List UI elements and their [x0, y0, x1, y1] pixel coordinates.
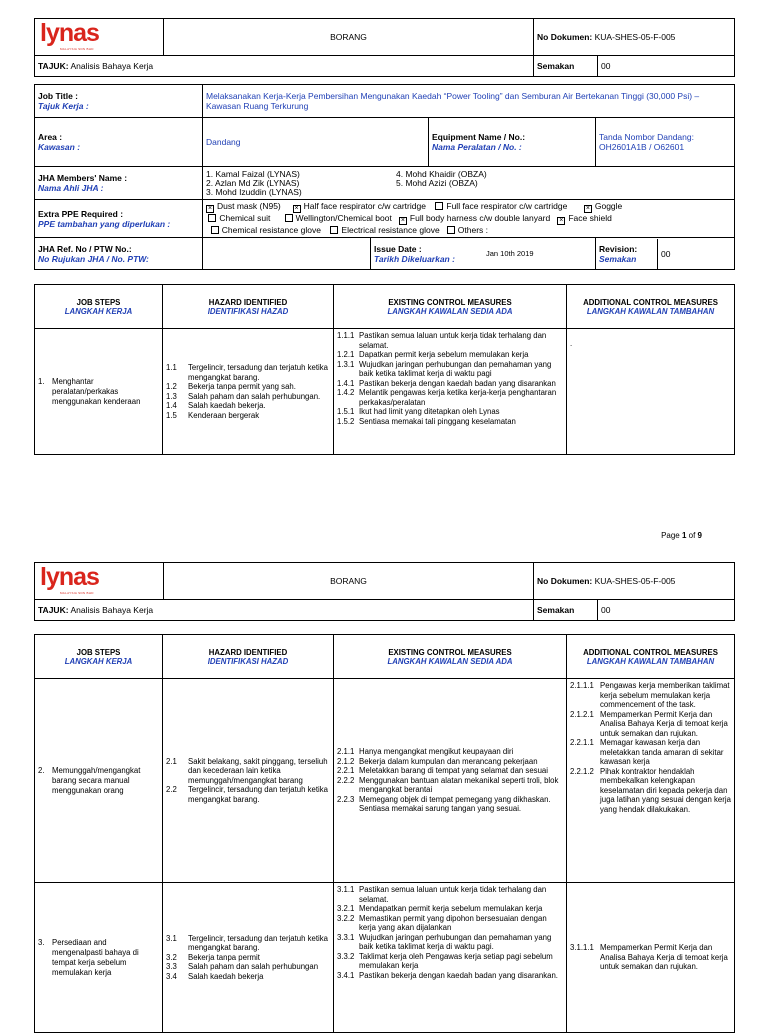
ppe-harness[interactable]: × Full body harness c/w double lanyard — [400, 213, 551, 225]
logo-cell — [35, 563, 164, 600]
ref-value — [203, 238, 371, 270]
ppe-boot[interactable]: Wellington/Chemical boot — [285, 213, 392, 223]
revision-label: Semakan — [534, 600, 598, 621]
equipment-label: Equipment Name / No.: Nama Peralatan / No. : — [429, 118, 596, 167]
step-2-hazards: 2.1 Sakit belakang, sakit pinggang, terseliuh dan kecederaan lain ketika memunggah/mengangkat barang 2.2 Tergelincir, tersadung dan terjatuh ketika mengangkat barang. — [163, 679, 334, 883]
step-1-controls: 1.1.1 Pastikan semua laluan untuk kerja tidak terhalang dan selamat. 1.2.1 Dapatkan permit kerja sebelum memulakan kerja 1.3.1 Wujudkan jaringan perhubungan dan pemahaman yang baik ketika taklimat kerja di waktu pagi 1.4.1 Pastikan bekerja dengan kaedah badan yang disarankan 1.4.2 Melantik pengawas kerja ketika kerja-kerja penghantaran perkakas/peralatan 1.5.1 Ikut had limit yang ditetapkan oleh Lynas 1.5.2 Sentiasa memakai tali pinggang keselamatan — [334, 329, 567, 455]
step-2-controls: 2.1.1 Hanya mengangkat mengikut keupayaan diri 2.1.2 Bekerja dalam kumpulan dan merancang pekerjaan 2.2.1 Meletakkan barang di tempat yang selamat dan sesuai 2.2.2 Menggunakan bantuan alatan mekanikal seperti troli, blok mengangkat berantai 2.2.3 Memegang objek di tempat pemegang yang dikhaskan. Sentiasa memakai sarung tangan yang sesuai. — [334, 679, 567, 883]
members-label: JHA Members' Name : Nama Ahli JHA : — [35, 167, 203, 200]
col-additional: ADDITIONAL CONTROL MEASURES LANGKAH KAWALAN TAMBAHAN — [567, 635, 735, 679]
ppe-checklist — [203, 200, 735, 238]
step-1-additional: . — [567, 329, 735, 455]
job-info-table — [34, 84, 735, 270]
ppe-chem-glove[interactable]: Chemical resistance glove — [211, 225, 321, 235]
step-1: 1. Menghantar peralatan/perkakas menggunakan kenderaan — [35, 329, 163, 455]
form-type: BORANG — [164, 19, 534, 56]
revision-value: 00 — [598, 56, 735, 77]
ppe-half[interactable]: × Half face respirator c/w cartridge — [294, 201, 426, 213]
col-steps: JOB STEPS LANGKAH KERJA — [35, 635, 163, 679]
table-row — [35, 679, 735, 883]
ppe-shield[interactable]: × Face shield — [559, 213, 612, 225]
area-value: Dandang — [203, 118, 429, 167]
doc-title: TAJUK: Analisis Bahaya Kerja — [35, 600, 534, 621]
job-title-label: Job Title : Tajuk Kerja : — [35, 85, 203, 118]
steps-table-1 — [34, 284, 735, 455]
ppe-goggle[interactable]: × Goggle — [585, 201, 623, 213]
ppe-elec-glove[interactable]: Electrical resistance glove — [330, 225, 439, 235]
step-2-additional: 2.1.1.1 Pengawas kerja memberikan taklimat kerja sebelum memulakan kerja commencement of the task. 2.1.2.1 Mempamerkan Permit Kerja dan Analisa Bahaya Kerja di temoat kerja untuk semakan dan rujukan. 2.2.1.1 Memagar kawasan kerja dan meletakkan tanda amaran di sekitar kawasan kerja 2.2.1.2 Pihak kontraktor hendaklah membekalkan kelengkapan keselamatan diri kepada pekerja dan juga latihan yang sesuai dengan kerja yang hendak dilakukakan. — [567, 679, 735, 883]
page-footer: Page 1 of 9 — [661, 531, 702, 540]
step-1-hazards: 1.1 Tergelincir, tersadung dan terjatuh ketika mengangkat barang. 1.2 Bekerja tanpa permit yang sah. 1.3 Salah paham dan salah perhubungan. 1.4 Salah kaedah bekerja. 1.5 Kenderaan bergerak — [163, 329, 334, 455]
members-list: 1. Kamal Faizal (LYNAS) 2. Azlan Md Zik (LYNAS) 3. Mohd Izuddin (LYNAS) 4. Mohd Khaidir (OBZA) 5. Mohd Azizi (OBZA) — [203, 167, 735, 200]
col-hazard: HAZARD IDENTIFIED IDENTIFIKASI HAZAD — [163, 635, 334, 679]
col-control: EXISTING CONTROL MEASURES LANGKAH KAWALAN SEDIA ADA — [334, 285, 567, 329]
col-additional: ADDITIONAL CONTROL MEASURES LANGKAH KAWALAN TAMBAHAN — [567, 285, 735, 329]
logo-cell — [35, 19, 164, 56]
issue-date-cell: Issue Date : Tarikh Dikeluarkan : Jan 10th 2019 — [371, 238, 596, 270]
col-control: EXISTING CONTROL MEASURES LANGKAH KAWALAN SEDIA ADA — [334, 635, 567, 679]
doc-number: No Dokumen: KUA-SHES-05-F-005 — [534, 19, 735, 56]
ppe-full[interactable]: Full face respirator c/w cartridge — [435, 201, 567, 211]
ppe-dust[interactable]: × Dust mask (N95) — [207, 201, 281, 213]
step-3-additional: 3.1.1.1 Mempamerkan Permit Kerja dan Analisa Bahaya Kerja di temoat kerja untuk semakan dan rujukan. — [567, 883, 735, 1033]
ppe-label: Extra PPE Required : PPE tambahan yang diperlukan : — [35, 200, 203, 238]
job-title: Melaksanakan Kerja-Kerja Pembersihan Mengunakan Kaedah “Power Tooling” dan Semburan Air Bertekanan Tinggi (30,000 Psi) – Kawasan Ruang Terkurung — [203, 85, 735, 118]
step-2: 2. Memunggah/mengangkat barang secara manual menggunakan orang — [35, 679, 163, 883]
col-hazard: HAZARD IDENTIFIED IDENTIFIKASI HAZAD — [163, 285, 334, 329]
area-label: Area : Kawasan : — [35, 118, 203, 167]
issue-date: Jan 10th 2019 — [486, 249, 534, 258]
doc-title: TAJUK: Analisis Bahaya Kerja — [35, 56, 534, 77]
table-row — [35, 883, 735, 1033]
revision-number: 00 — [657, 239, 670, 269]
lynas-logo: lynas MALAYSIA SDN BHD — [40, 563, 99, 595]
step-3: 3. Persediaan and mengenalpasti bahaya di tempat kerja sebelum memulakan kerja — [35, 883, 163, 1033]
equipment-value: Tanda Nombor Dandang: OH2601A1B / O62601 — [596, 118, 735, 167]
doc-number: No Dokumen: KUA-SHES-05-F-005 — [534, 563, 735, 600]
step-3-hazards: 3.1 Tergelincir, tersadung dan terjatuh ketika mengangkat barang. 3.2 Bekerja tanpa permit 3.3 Salah paham dan salah perhubungan 3.4 Salah kaedah bekerja — [163, 883, 334, 1033]
step-3-controls: 3.1.1 Pastikan semua laluan untuk kerja tidak terhalang dan selamat. 3.2.1 Mendapatkan permit kerja sebelum memulakan kerja 3.2.2 Memastikan permit yang dipohon bersesuaian dengan kerja yang akan dijalankan 3.3.1 Wujudkan jaringan perhubungan dan pemahaman yang baik ketika taklimat kerja di waktu pagi. 3.3.2 Taklimat kerja oleh Pengawas kerja setiap pagi sebelum memulakan kerja 3.4.1 Pastikan bekerja dengan kaedah badan yang disarankan. — [334, 883, 567, 1033]
revision-label: Semakan — [534, 56, 598, 77]
doc-header-2 — [34, 562, 735, 621]
ppe-others[interactable]: Others : — [447, 225, 488, 235]
ref-label: JHA Ref. No / PTW No.: No Rujukan JHA / No. PTW: — [35, 238, 203, 270]
ppe-chem-suit[interactable]: Chemical suit — [208, 213, 270, 223]
lynas-logo: lynas MALAYSIA SDN BHD — [40, 19, 99, 51]
steps-table-2 — [34, 634, 735, 1033]
table-row — [35, 329, 735, 455]
doc-header — [34, 18, 735, 77]
revision-value: 00 — [598, 600, 735, 621]
form-type: BORANG — [164, 563, 534, 600]
revision-cell: Revision: Semakan 00 — [596, 238, 735, 270]
col-steps: JOB STEPS LANGKAH KERJA — [35, 285, 163, 329]
